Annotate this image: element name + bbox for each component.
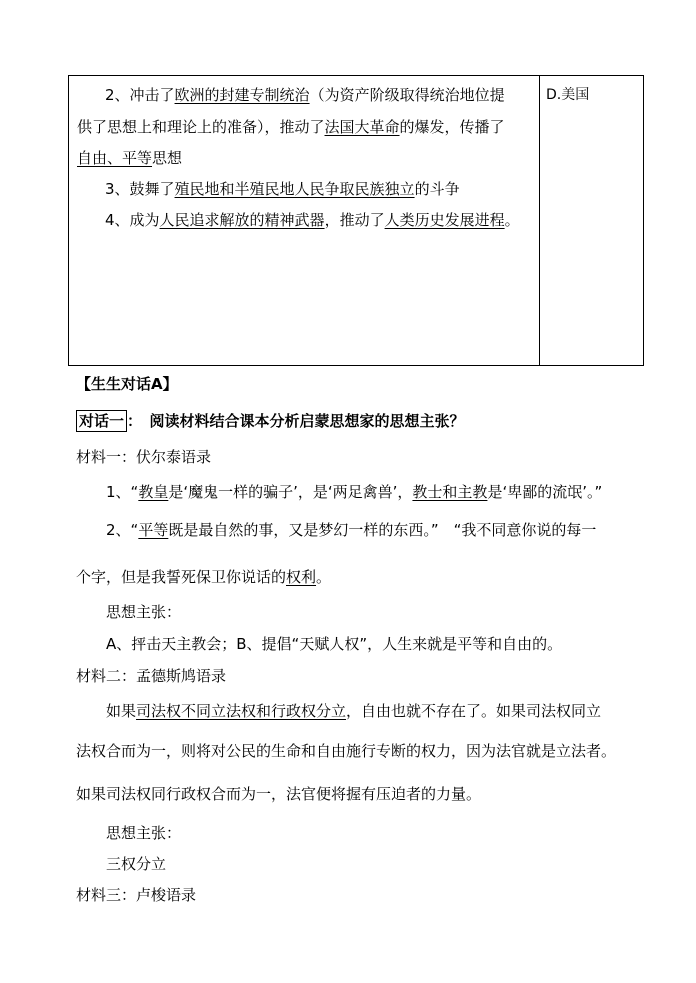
text: 2、冲击了 xyxy=(105,86,175,104)
underlined-text: 欧洲的封建专制统治 xyxy=(174,86,310,104)
text: 4、成为 xyxy=(105,211,160,229)
text: 思想 xyxy=(152,149,183,167)
text: ，自由也就不存在了。如果司法权同立 xyxy=(346,702,602,720)
table-left-cell xyxy=(69,76,540,366)
material-1-quote-2-cont xyxy=(76,566,331,587)
material-1-title: 材料一：伏尔泰语录 xyxy=(76,448,212,466)
text: 的爆发，传播了 xyxy=(399,118,505,136)
material-2-line-1 xyxy=(106,700,601,721)
text: 3、鼓舞了 xyxy=(105,180,175,198)
material-2-title: 材料二：孟德斯鸠语录 xyxy=(76,667,227,685)
table-paragraph-4 xyxy=(105,209,520,230)
material-2-idea-label: 思想主张： xyxy=(106,824,182,842)
underlined-text: 教皇 xyxy=(138,483,169,501)
material-1-quote-1 xyxy=(106,481,602,502)
text: 是‘卑鄙的流氓’。” xyxy=(487,483,603,501)
text: 2、“ xyxy=(106,521,139,539)
underlined-text: 法国大革命 xyxy=(324,118,400,136)
underlined-text: 平等 xyxy=(138,521,169,539)
dialog-heading: 【生生对话A】 xyxy=(76,375,178,393)
material-1-quote-2 xyxy=(106,519,596,540)
text: （为资产阶级取得统治地位提 xyxy=(309,86,505,104)
text: 。 xyxy=(504,211,520,229)
text: 既是最自然的事，又是梦幻一样的东西。” “我不同意你说的每一 xyxy=(168,521,597,539)
text: 个字，但是我誓死保卫你说话的 xyxy=(76,568,287,586)
table-paragraph-2-cont xyxy=(77,116,505,137)
option-d: D.美国 xyxy=(546,87,590,103)
dialog-1-question: 阅读材料结合课本分析启蒙思想家的思想主张？ xyxy=(149,412,465,430)
text: 如果 xyxy=(106,702,137,720)
material-1-idea-label: 思想主张： xyxy=(106,603,182,621)
underlined-text: 人民追求解放的精神武器 xyxy=(159,211,325,229)
material-3-title: 材料三：卢梭语录 xyxy=(76,886,197,904)
material-2-idea: 三权分立 xyxy=(106,855,167,873)
dialog-1-line xyxy=(76,410,465,431)
dialog-1-label: 对话一 xyxy=(76,410,127,432)
text: 供了思想上和理论上的准备），推动了 xyxy=(77,118,325,136)
material-2-line-3: 如果司法权同行政权合而为一，法官便将握有压迫者的力量。 xyxy=(76,785,482,803)
material-2-line-2: 法权合而为一，则将对公民的生命和自由施行专断的权力，因为法官就是立法者。 xyxy=(76,742,617,760)
underlined-text: 教士和主教 xyxy=(412,483,488,501)
content-table xyxy=(68,75,644,366)
material-1-idea: A、抨击天主教会；B、提倡“天赋人权”，人生来就是平等和自由的。 xyxy=(106,635,563,653)
table-paragraph-2 xyxy=(105,84,505,105)
underlined-text: 殖民地和半殖民地人民争取民族独立 xyxy=(174,180,415,198)
dialog-1-colon: ： xyxy=(127,412,135,430)
underlined-text: 人类历史发展进程 xyxy=(384,211,505,229)
text: 。 xyxy=(316,568,332,586)
text: ，推动了 xyxy=(324,211,385,229)
table-paragraph-2-end xyxy=(77,147,182,168)
text: 是‘魔鬼一样的骗子’，是‘两足禽兽’， xyxy=(168,483,413,501)
table-right-cell xyxy=(540,76,644,366)
text: 的斗争 xyxy=(414,180,460,198)
underlined-text: 司法权不同立法权和行政权分立 xyxy=(136,702,347,720)
underlined-text: 自由、平等 xyxy=(77,149,153,167)
table-paragraph-3 xyxy=(105,178,460,199)
underlined-text: 权利 xyxy=(286,568,317,586)
text: 1、“ xyxy=(106,483,139,501)
